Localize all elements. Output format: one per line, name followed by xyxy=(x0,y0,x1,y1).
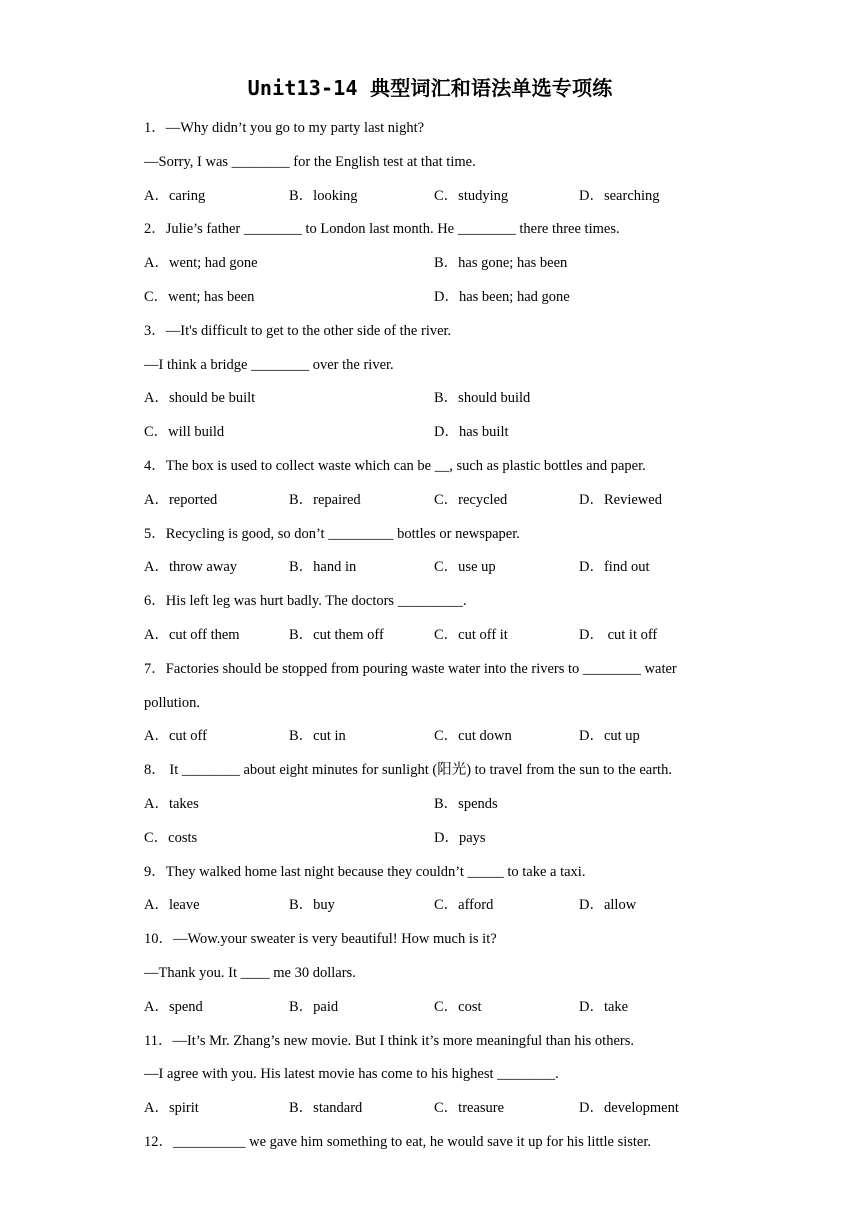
option-c: C．costs xyxy=(144,829,198,846)
question-text: 1．—Why didn’t you go to my party last night? xyxy=(144,120,425,136)
option-a: A．spend xyxy=(144,998,203,1015)
option-b: B．spends xyxy=(434,795,498,812)
option-a: A．caring xyxy=(144,187,206,204)
option-b: B．hand in xyxy=(289,559,357,576)
options-row xyxy=(144,994,724,1028)
option-c: C．went; has been xyxy=(144,288,255,305)
option-d: D．cut up xyxy=(579,728,640,745)
question-text: 7．Factories should be stopped from pouring waste water into the rivers to ________ water xyxy=(144,660,677,677)
question-1 xyxy=(144,115,724,216)
option-b: B．paid xyxy=(289,998,339,1015)
option-a: A．takes xyxy=(144,795,199,812)
option-b: B．cut in xyxy=(289,728,346,745)
option-b: B．looking xyxy=(289,187,358,204)
option-c: C．afford xyxy=(434,897,494,914)
question-4 xyxy=(144,453,724,521)
option-d: D． cut it off xyxy=(579,626,658,643)
question-text: —I agree with you. His latest movie has come to his highest ________. xyxy=(144,1066,559,1083)
question-12 xyxy=(144,1129,724,1163)
question-text: 9．They walked home last night because they couldn’t _____ to take a taxi. xyxy=(144,863,586,880)
options-row xyxy=(144,622,724,656)
question-3 xyxy=(144,318,724,453)
option-c: C．cut off it xyxy=(434,626,508,643)
options-row xyxy=(144,284,724,318)
option-d: D．has built xyxy=(434,424,509,441)
question-11 xyxy=(144,1028,724,1129)
options-row xyxy=(144,183,724,217)
question-7 xyxy=(144,656,724,757)
question-list xyxy=(144,115,724,1163)
question-text: —Sorry, I was ________ for the English test at that time. xyxy=(144,153,476,170)
option-c: C．cost xyxy=(434,998,482,1015)
option-a: A．should be built xyxy=(144,390,256,407)
question-8 xyxy=(144,757,724,858)
option-a: A．spirit xyxy=(144,1100,199,1117)
question-10 xyxy=(144,926,724,1027)
options-row xyxy=(144,554,724,588)
question-text: pollution. xyxy=(144,694,200,711)
option-a: A．went; had gone xyxy=(144,255,258,272)
option-d: D．take xyxy=(579,998,629,1015)
options-row xyxy=(144,892,724,926)
option-b: B．should build xyxy=(434,390,531,407)
option-d: D．has been; had gone xyxy=(434,288,570,305)
question-text: 8． It ________ about eight minutes for sunlight (阳光) to travel from the sun to the earth. xyxy=(144,762,672,779)
option-d: D．development xyxy=(579,1100,679,1117)
option-b: B．cut them off xyxy=(289,626,384,643)
question-5 xyxy=(144,521,724,589)
option-d: D．find out xyxy=(579,559,650,576)
option-b: B．buy xyxy=(289,897,335,914)
option-c: C．treasure xyxy=(434,1100,505,1117)
option-d: D．allow xyxy=(579,897,637,914)
option-c: C．studying xyxy=(434,187,509,204)
question-text: 3．—It's difficult to get to the other side of the river. xyxy=(144,322,452,339)
question-6 xyxy=(144,588,724,656)
question-text: —Thank you. It ____ me 30 dollars. xyxy=(144,964,356,981)
options-row xyxy=(144,825,724,859)
option-b: B．has gone; has been xyxy=(434,255,568,272)
option-a: A．cut off xyxy=(144,728,207,745)
page-title: Unit13-14 典型词汇和语法单选专项练 xyxy=(247,76,613,100)
options-row xyxy=(144,250,724,284)
option-d: D．pays xyxy=(434,829,486,846)
question-text: 5．Recycling is good, so don’t _________ bottles or newspaper. xyxy=(144,525,520,542)
options-row xyxy=(144,723,724,757)
question-text: 11．—It’s Mr. Zhang’s new movie. But I think it’s more meaningful than his others. xyxy=(144,1032,634,1049)
option-c: C．use up xyxy=(434,559,496,576)
option-a: A．reported xyxy=(144,491,218,508)
option-c: C．recycled xyxy=(434,491,508,508)
options-row xyxy=(144,385,724,419)
question-9 xyxy=(144,859,724,927)
option-b: B．standard xyxy=(289,1100,363,1117)
option-b: B．repaired xyxy=(289,491,361,508)
option-a: A．cut off them xyxy=(144,626,240,643)
options-row xyxy=(144,1095,724,1129)
option-a: A．leave xyxy=(144,897,200,914)
option-d: D．searching xyxy=(579,187,660,204)
options-row xyxy=(144,791,724,825)
option-c: C．will build xyxy=(144,424,225,441)
question-text: 12．__________ we gave him something to eat, he would save it up for his little sister. xyxy=(144,1133,652,1150)
option-c: C．cut down xyxy=(434,728,512,745)
options-row xyxy=(144,419,724,453)
question-text: 6．His left leg was hurt badly. The doctors _________. xyxy=(144,593,467,610)
option-a: A．throw away xyxy=(144,559,238,576)
question-text: —I think a bridge ________ over the river. xyxy=(144,356,394,373)
question-text: 2．Julie’s father ________ to London last month. He ________ there three times. xyxy=(144,221,620,238)
question-text: 4．The box is used to collect waste which can be __, such as plastic bottles and paper. xyxy=(144,457,646,474)
option-d: D．Reviewed xyxy=(579,491,662,508)
question-2 xyxy=(144,216,724,317)
question-text: 10．—Wow.your sweater is very beautiful! How much is it? xyxy=(144,931,497,948)
options-row xyxy=(144,487,724,521)
